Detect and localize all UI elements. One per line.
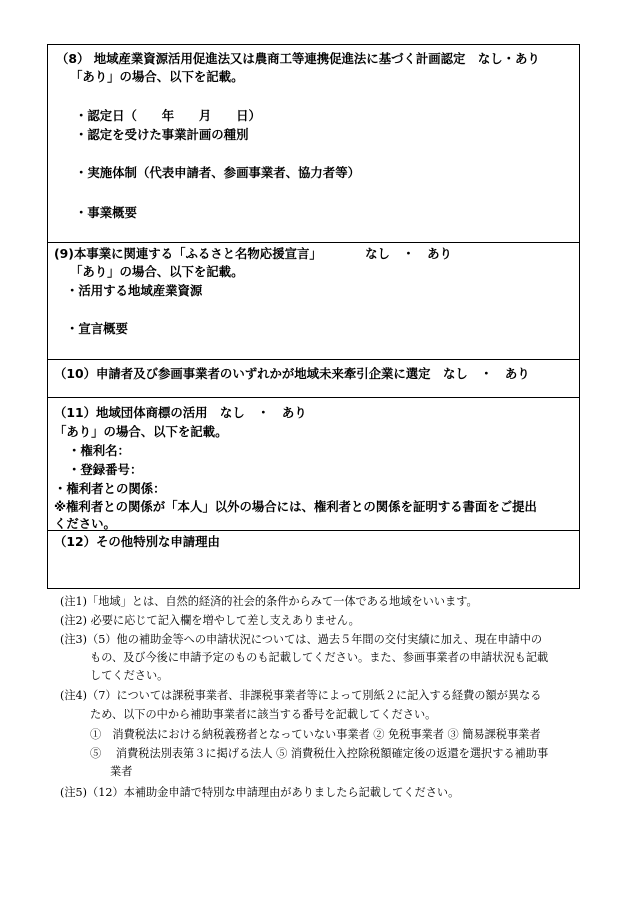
note-3-cont-1: もの、及び今後に申請予定のものも記載してください。また、参画事業者の申請状況も記載 xyxy=(90,651,549,664)
note-5: (注5)（12）本補助金申請で特別な申請理由がありましたら記載してください。 xyxy=(60,786,460,799)
section-9-resource: ・活用する地域産業資源 xyxy=(66,283,203,298)
section-11-heading: （11）地域団体商標の活用 なし ・ あり xyxy=(54,405,307,420)
note-4-cont-1: ため、以下の中から補助事業者に該当する番号を記載してください。 xyxy=(90,708,437,721)
note-4-option-1: ① 消費税法における納税義務者となっていない事業者 ② 免税事業者 ③ 簡易課税事業者 xyxy=(90,728,541,741)
section-8-plan-type: ・認定を受けた事業計画の種別 xyxy=(75,127,249,142)
section-8-structure: ・実施体制（代表申請者、参画事業者、協力者等） xyxy=(75,165,360,180)
section-10-heading: （10）申請者及び参画事業者のいずれかが地域未来牽引企業に選定 なし ・ あり xyxy=(54,366,530,381)
note-3-cont-2: してください。 xyxy=(90,669,169,682)
section-regional-trademark xyxy=(48,397,579,530)
note-3: (注3)（5）他の補助金等への申請状況については、過去５年間の交付実績に加え、現在申請中の xyxy=(60,633,543,646)
section-regional-resource-plan xyxy=(48,45,579,242)
section-9-overview: ・宣言概要 xyxy=(66,321,128,336)
note-4: (注4)（7）については課税事業者、非課税事業者等によって別紙２に記入する経費の額が異なる xyxy=(60,689,542,702)
section-8-overview: ・事業概要 xyxy=(75,205,137,220)
section-12-heading: （12）その他特別な申請理由 xyxy=(54,534,220,549)
section-8-cert-date: ・認定日（ 年 月 日） xyxy=(75,108,261,123)
section-8-instruction: 「あり」の場合、以下を記載。 xyxy=(70,69,244,84)
section-furusato-declaration xyxy=(48,242,579,359)
section-11-note-cont: ください。 xyxy=(54,516,116,531)
section-future-leader xyxy=(48,359,579,397)
section-special-reason xyxy=(48,530,579,590)
section-11-registration-number: ・登録番号： xyxy=(68,462,143,477)
note-4-option-2-cont: 業者 xyxy=(110,765,133,778)
section-8-heading: （8） 地域産業資源活用促進法又は農商工等連携促進法に基づく計画認定 なし・あり xyxy=(56,51,540,66)
section-11-note: ※権利者との関係が「本人」以外の場合には、権利者との関係を証明する書面をご提出 xyxy=(54,499,537,514)
note-4-option-2: ⑤ 消費税法別表第３に掲げる法人 ⑤ 消費税仕入控除税額確定後の返還を選択する補助事 xyxy=(90,747,549,760)
application-form-table xyxy=(47,44,580,589)
section-11-instruction: 「あり」の場合、以下を記載。 xyxy=(54,424,228,439)
section-11-right-name: ・権利名： xyxy=(68,443,130,458)
section-9-heading: (9)本事業に関連する「ふるさと名物応援宣言」 なし ・ あり xyxy=(54,246,452,261)
note-1: (注1)「地域」とは、自然的経済的社会的条件からみて一体である地域をいいます。 xyxy=(60,595,478,608)
note-2: (注2) 必要に応じて記入欄を増やして差し支えありません。 xyxy=(60,614,360,627)
section-11-relationship: ・権利者との関係： xyxy=(54,481,166,496)
section-9-instruction: 「あり」の場合、以下を記載。 xyxy=(70,264,244,279)
